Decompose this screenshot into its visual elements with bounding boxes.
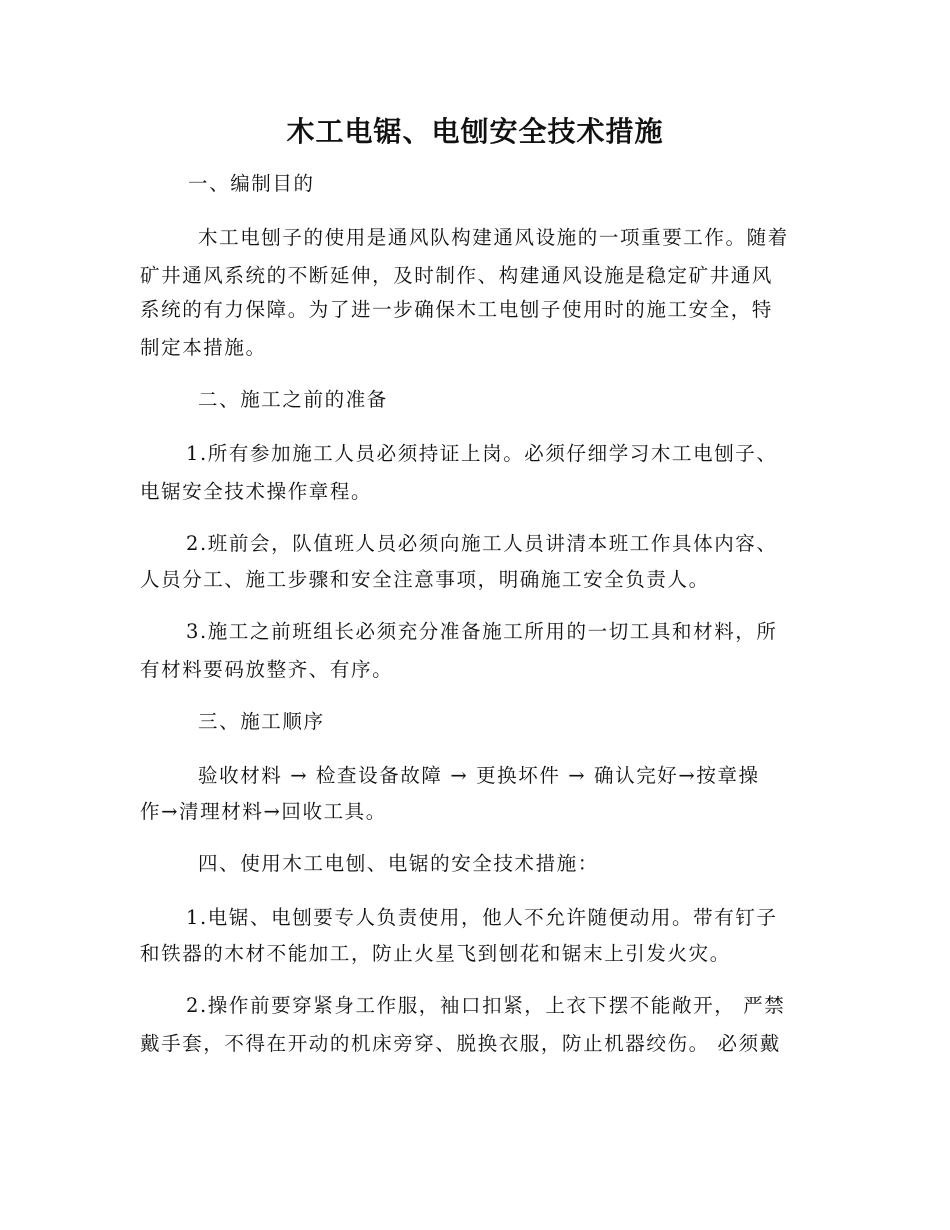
section-2-heading: 二、施工之前的准备	[198, 388, 388, 411]
section-3-line-2: 作→清理材料→回收工具。	[140, 800, 387, 823]
section-2-item-2-line-1: 2.班前会，队值班人员必须向施工人员讲清本班工作具体内容、	[186, 532, 778, 555]
section-4-item-2-line-1: 2.操作前要穿紧身工作服，袖口扣紧，上衣下摆不能敞开， 严禁	[186, 994, 786, 1017]
section-4-heading: 四、使用木工电刨、电锯的安全技术措施：	[198, 852, 599, 875]
section-1-line-1: 木工电刨子的使用是通风队构建通风设施的一项重要工作。随着	[198, 226, 789, 249]
section-4-item-1-line-1: 1.电锯、电刨要专人负责使用，他人不允许随便动用。带有钉子	[186, 906, 778, 929]
section-1-line-4: 制定本措施。	[140, 336, 267, 359]
section-2-item-3-line-1: 3.施工之前班组长必须充分准备施工所用的一切工具和材料，所	[186, 620, 778, 643]
section-1-heading: 一、编制目的	[188, 172, 315, 195]
section-2-item-2-line-2: 人员分工、施工步骤和安全注意事项，明确施工安全负责人。	[140, 568, 710, 591]
section-4-item-1-line-2: 和铁器的木材不能加工，防止火星飞到刨花和锯末上引发火灾。	[140, 942, 731, 965]
section-3-heading: 三、施工顺序	[198, 710, 325, 733]
section-3-line-1: 验收材料 → 检查设备故障 → 更换坏件 → 确认完好→按章操	[198, 764, 760, 787]
section-2-item-1-line-2: 电锯安全技术操作章程。	[140, 480, 373, 503]
section-2-item-3-line-2: 有材料要码放整齐、有序。	[140, 658, 394, 681]
section-2-item-1-line-1: 1.所有参加施工人员必须持证上岗。必须仔细学习木工电刨子、	[186, 442, 778, 465]
section-4-item-2-line-2: 戴手套，不得在开动的机床旁穿、脱换衣服，防止机器绞伤。 必须戴	[140, 1032, 781, 1055]
document-title: 木工电锯、电刨安全技术措施	[286, 115, 664, 148]
section-1-line-3: 系统的有力保障。为了进一步确保木工电刨子使用时的施工安全，特	[140, 298, 774, 321]
section-1-line-2: 矿井通风系统的不断延伸，及时制作、构建通风设施是稳定矿井通风	[140, 264, 774, 287]
